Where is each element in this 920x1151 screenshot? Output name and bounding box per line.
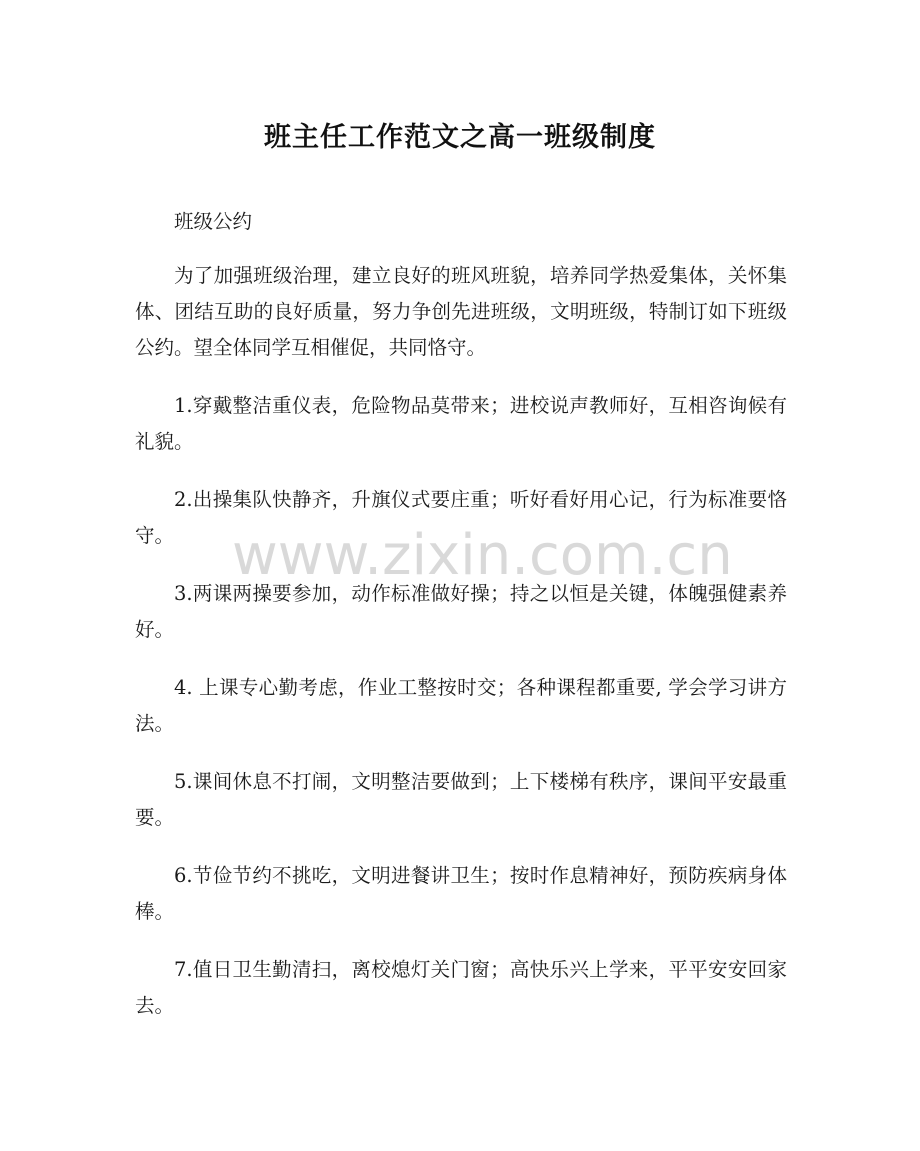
section-heading: 班级公约 <box>174 210 253 233</box>
rule-item-3: 3.两课两操要参加，动作标准做好操；持之以恒是关键，体魄强健素养好。 <box>135 582 787 641</box>
rule-item-7: 7.值日卫生勤清扫，离校熄灯关门窗；高快乐兴上学来，平平安安回家去。 <box>135 958 787 1017</box>
rule-item-1: 1.穿戴整洁重仪表，危险物品莫带来；进校说声教师好，互相咨询候有礼貌。 <box>135 394 787 453</box>
rule-item-4: 4. 上课专心勤考虑，作业工整按时交；各种课程都重要, 学会学习讲方法。 <box>135 676 787 735</box>
rule-item-6: 6.节俭节约不挑吃，文明进餐讲卫生；按时作息精神好，预防疾病身体棒。 <box>135 864 787 923</box>
document-body <box>135 204 787 1046</box>
rule-item-5: 5.课间休息不打闹，文明整洁要做到；上下楼梯有秩序，课间平安最重要。 <box>135 770 787 829</box>
watermark-text: www.zixin.com.cn <box>232 523 733 588</box>
intro-paragraph: 为了加强班级治理，建立良好的班风班貌，培养同学热爱集体，关怀集体、团结互助的良好质量，努力争创先进班级，文明班级，特制订如下班级公约。望全体同学互相催促，共同恪守。 <box>135 264 787 359</box>
document-title: 班主任工作范文之高一班级制度 <box>264 122 656 153</box>
rule-item-2: 2.出操集队快静齐，升旗仪式要庄重；听好看好用心记，行为标准要恪守。 <box>135 488 787 547</box>
